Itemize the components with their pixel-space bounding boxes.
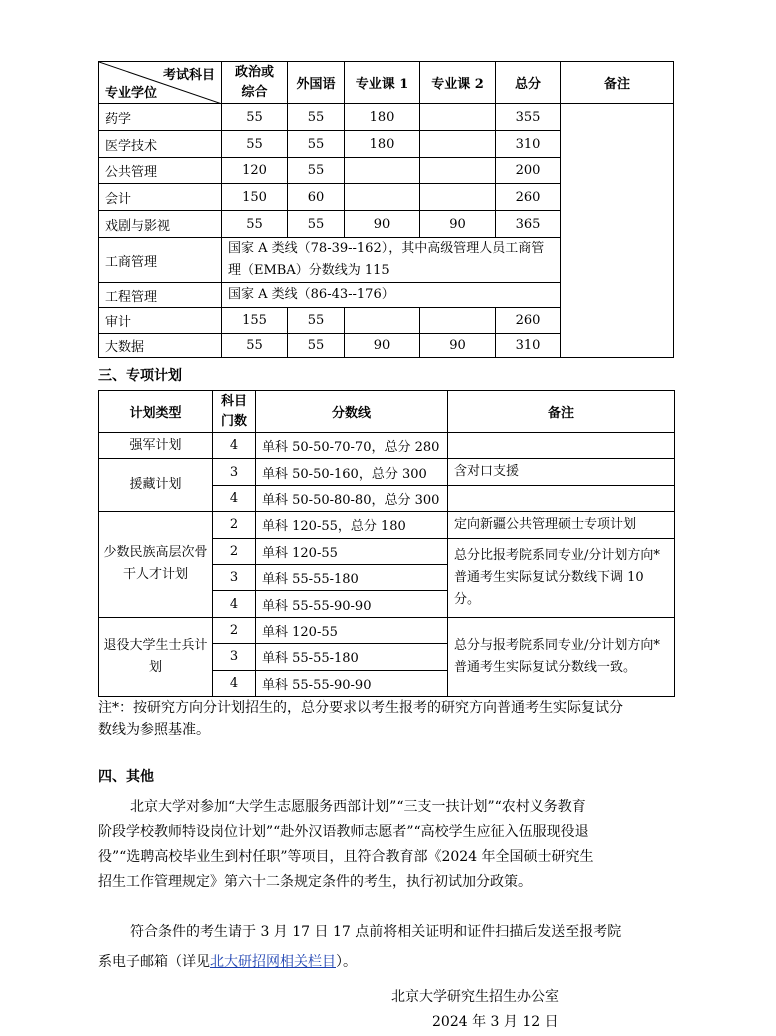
score-cell: 60 [288,184,345,211]
remark: 定向新疆公共管理硕士专项计划 [448,512,675,538]
col-header: 专业课 1 [345,62,420,104]
paragraph-line: 招生工作管理规定》第六十二条规定条件的考生，执行初试加分政策。 [98,874,532,890]
score-line: 单科 55-55-90-90 [256,591,448,617]
score-cell [345,308,420,334]
subject-count: 2 [213,512,256,538]
col-header: 总分 [496,62,561,104]
paragraph-line: 役”“选聘高校毕业生到村任职”等项目，且符合教育部《2024 年全国硕士研究生 [98,849,594,865]
score-line: 单科 50-50-70-70，总分 280 [256,433,448,459]
col-header: 政治或综合 [222,62,288,104]
score-line: 单科 55-55-180 [256,564,448,590]
col-header: 备注 [448,391,675,433]
row-label: 审计 [99,308,222,334]
col-header: 科目门数 [213,391,256,433]
score-cell [345,184,420,211]
score-cell: 90 [345,211,420,238]
col-header: 计划类型 [99,391,213,433]
subject-count: 4 [213,485,256,511]
row-label: 药学 [99,104,222,131]
score-cell: 55 [288,158,345,184]
remark [448,433,675,459]
score-cell: 55 [222,334,288,358]
subject-count: 4 [213,433,256,459]
score-cell: 55 [222,211,288,238]
subject-count: 4 [213,670,256,696]
plan-type: 退役大学生士兵计划 [99,617,213,696]
col-header: 外国语 [288,62,345,104]
row-label: 医学技术 [99,131,222,158]
score-cell: 365 [496,211,561,238]
score-line: 单科 50-50-160，总分 300 [256,459,448,485]
signature-org: 北京大学研究生招生办公室 [391,989,559,1005]
score-cell: 200 [496,158,561,184]
col-header: 备注 [561,62,674,104]
score-cell: 55 [288,211,345,238]
subject-count: 4 [213,591,256,617]
paragraph-line: 符合条件的考生请于 3 月 17 日 17 点前将相关证明和证件扫描后发送至报考院 [130,924,622,940]
plan-type: 少数民族高层次骨干人才计划 [99,512,213,618]
table-row [99,104,674,131]
plan-type: 强军计划 [99,433,213,459]
subject-count: 3 [213,564,256,590]
score-cell: 55 [222,104,288,131]
row-label: 戏剧与影视 [99,211,222,238]
table-row [99,459,675,485]
score-cell: 55 [288,131,345,158]
span-cell: 国家 A 类线（78-39--162），其中高级管理人员工商管理（EMBA）分数线为 115 [222,238,561,283]
score-cell: 260 [496,184,561,211]
score-line: 单科 120-55，总分 180 [256,512,448,538]
table-row [99,617,675,643]
score-cell [420,308,496,334]
footnote-line: 数线为参照基准。 [98,722,210,738]
score-cell [345,158,420,184]
section-heading-other: 四、其他 [98,769,154,785]
section-heading-special-plans: 三、专项计划 [98,368,182,384]
score-table-special-plans [98,390,675,697]
signature-date: 2024 年 3 月 12 日 [432,1014,559,1030]
table-row [99,512,675,538]
remark: 总分与报考院系同专业/分计划方向*普通考生实际复试分数线一致。 [448,617,675,696]
row-label: 大数据 [99,334,222,358]
span-cell: 国家 A 类线（86-43--176） [222,283,561,308]
score-cell: 120 [222,158,288,184]
paragraph-line: 阶段学校教师特设岗位计划”“赴外汉语教师志愿者”“高校学生应征入伍服现役退 [98,824,589,840]
score-cell: 310 [496,334,561,358]
table-row [99,433,675,459]
remark: 含对口支援 [448,459,675,485]
score-line: 单科 120-55 [256,538,448,564]
subject-count: 2 [213,617,256,643]
score-cell: 55 [288,334,345,358]
score-cell: 55 [222,131,288,158]
score-line: 单科 120-55 [256,617,448,643]
remark: 总分比报考院系同专业/分计划方向*普通考生实际复试分数线下调 10 分。 [448,538,675,617]
subject-count: 2 [213,538,256,564]
score-line: 单科 55-55-180 [256,644,448,670]
score-cell [420,158,496,184]
score-line: 单科 55-55-90-90 [256,670,448,696]
score-cell: 260 [496,308,561,334]
score-cell: 180 [345,131,420,158]
plan-type: 援藏计划 [99,459,213,512]
footnote-line: 注*：按研究方向分计划招生的，总分要求以考生报考的研究方向普通考生实际复试分 [98,700,623,716]
score-table-professional [98,61,674,358]
score-cell [420,104,496,131]
score-cell: 55 [288,308,345,334]
score-cell: 180 [345,104,420,131]
col-header: 分数线 [256,391,448,433]
score-line: 单科 50-50-80-80，总分 300 [256,485,448,511]
remark [448,485,675,511]
corner-header: 考试科目 专业学位 [99,62,222,104]
score-cell: 355 [496,104,561,131]
paragraph-line: 系电子邮箱（详见北大研招网相关栏目）。 [98,954,357,970]
score-cell [420,131,496,158]
score-cell: 55 [288,104,345,131]
col-header: 专业课 2 [420,62,496,104]
score-cell: 90 [420,211,496,238]
score-cell: 150 [222,184,288,211]
score-cell: 90 [420,334,496,358]
score-cell [420,184,496,211]
yanzhao-link[interactable]: 北大研招网相关栏目 [210,954,336,970]
subject-count: 3 [213,459,256,485]
score-cell: 90 [345,334,420,358]
remarks-cell [561,104,674,358]
paragraph-line: 北京大学对参加“大学生志愿服务西部计划”“三支一扶计划”“农村义务教育 [130,799,586,815]
row-label: 工程管理 [99,283,222,308]
score-cell: 310 [496,131,561,158]
row-label: 工商管理 [99,238,222,283]
score-cell: 155 [222,308,288,334]
row-label: 公共管理 [99,158,222,184]
subject-count: 3 [213,644,256,670]
row-label: 会计 [99,184,222,211]
